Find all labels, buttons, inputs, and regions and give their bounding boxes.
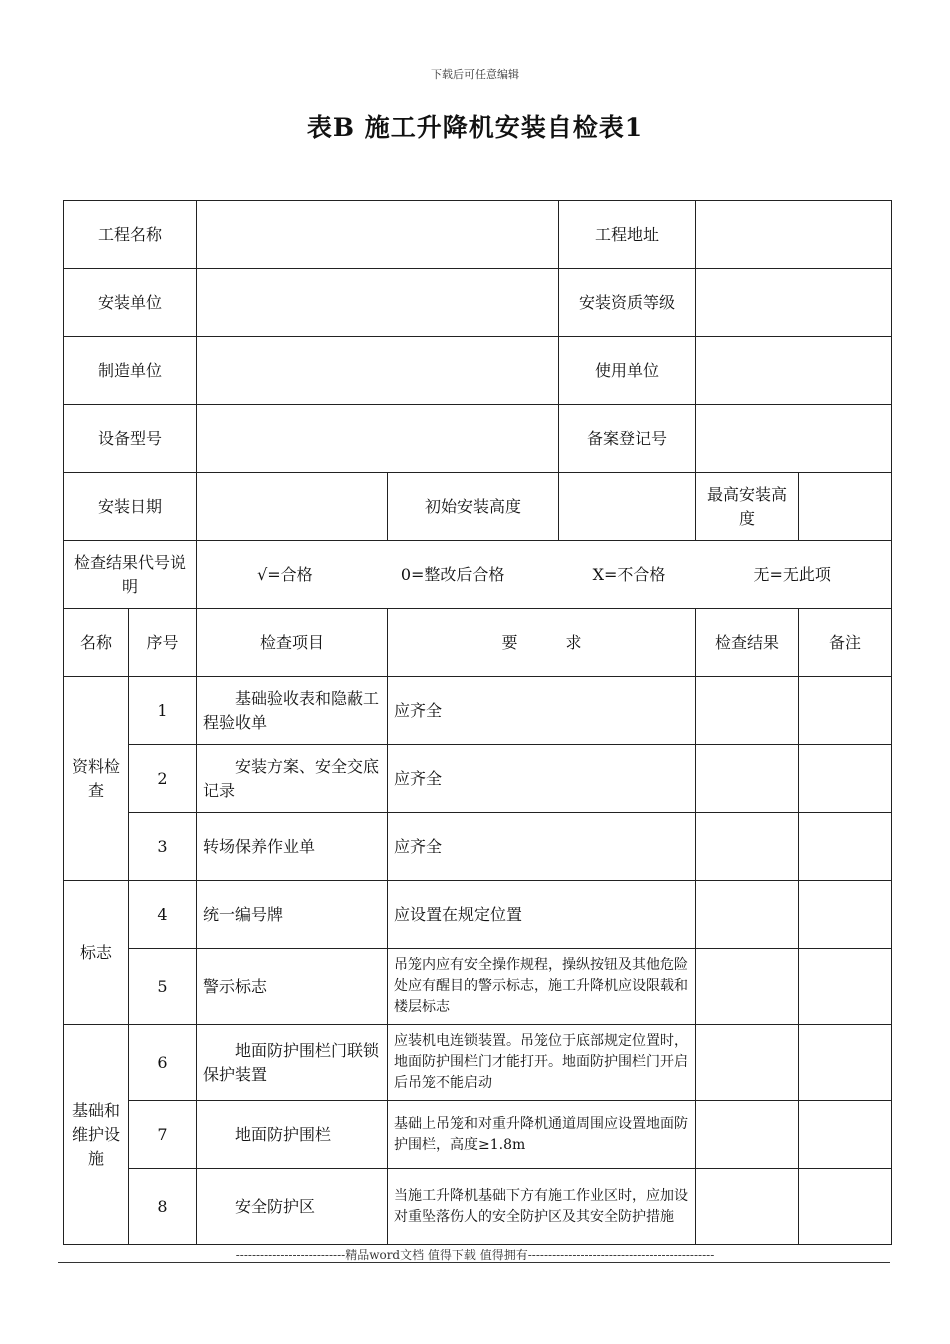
- install-date-label: 安装日期: [64, 473, 197, 541]
- row-result[interactable]: [696, 1025, 799, 1101]
- col-name-header: 名称: [64, 609, 129, 677]
- row-result[interactable]: [696, 677, 799, 745]
- row-requirement: 应齐全: [388, 677, 696, 745]
- legend-na: 无=无此项: [753, 564, 831, 584]
- row-result[interactable]: [696, 1169, 799, 1245]
- equipment-model-label: 设备型号: [64, 405, 197, 473]
- max-height-label: 最高安装高度: [696, 473, 799, 541]
- project-name-value[interactable]: [197, 201, 559, 269]
- row-requirement: 应装机电连锁装置。吊笼位于底部规定位置时，地面防护围栏门才能打开。地面防护围栏门开启后吊笼不能启动: [388, 1025, 696, 1101]
- row-item: 地面防护围栏: [197, 1101, 388, 1169]
- table-row: [64, 1169, 892, 1245]
- equipment-model-value[interactable]: [197, 405, 559, 473]
- project-name-label: 工程名称: [64, 201, 197, 269]
- page-title: 表B 施工升降机安装自检表1: [306, 113, 644, 142]
- row-requirement: 基础上吊笼和对重升降机通道周围应设置地面防护围栏，高度≥1.8m: [388, 1101, 696, 1169]
- row-seq: 2: [129, 745, 197, 813]
- install-qualification-value[interactable]: [696, 269, 892, 337]
- row-item: 地面防护围栏门联锁保护装置: [197, 1025, 388, 1101]
- manufacturer-label: 制造单位: [64, 337, 197, 405]
- install-qualification-label: 安装资质等级: [559, 269, 696, 337]
- install-unit-label: 安装单位: [64, 269, 197, 337]
- row-requirement: 应齐全: [388, 813, 696, 881]
- manufacturer-value[interactable]: [197, 337, 559, 405]
- table-row: [64, 881, 892, 949]
- row-requirement: 应设置在规定位置: [388, 881, 696, 949]
- row-remark[interactable]: [799, 1025, 892, 1101]
- info-row-install-unit: [64, 269, 892, 337]
- row-item: 统一编号牌: [197, 881, 388, 949]
- row-result[interactable]: [696, 881, 799, 949]
- row-seq: 8: [129, 1169, 197, 1245]
- header-note: 下载后可任意编辑: [431, 68, 519, 81]
- row-requirement: 吊笼内应有安全操作规程，操纵按钮及其他危险处应有醒目的警示标志，施工升降机应设限载和楼层标志: [388, 949, 696, 1025]
- row-result[interactable]: [696, 949, 799, 1025]
- row-seq: 6: [129, 1025, 197, 1101]
- col-requirement-header: 要 求: [388, 609, 696, 677]
- col-item-header: 检查项目: [197, 609, 388, 677]
- install-unit-value[interactable]: [197, 269, 559, 337]
- row-requirement: 当施工升降机基础下方有施工作业区时，应加设对重坠落伤人的安全防护区及其安全防护措施: [388, 1169, 696, 1245]
- row-remark[interactable]: [799, 881, 892, 949]
- row-remark[interactable]: [799, 745, 892, 813]
- info-row-equipment: [64, 405, 892, 473]
- footer-divider: [58, 1262, 890, 1263]
- row-seq: 1: [129, 677, 197, 745]
- registration-no-label: 备案登记号: [559, 405, 696, 473]
- info-row-manufacturer: [64, 337, 892, 405]
- legend-row: [64, 541, 892, 609]
- legend-values: [197, 541, 892, 609]
- row-seq: 5: [129, 949, 197, 1025]
- row-item: 警示标志: [197, 949, 388, 1025]
- table-row: [64, 677, 892, 745]
- table-row: [64, 745, 892, 813]
- info-row-dates: [64, 473, 892, 541]
- table-row: [64, 949, 892, 1025]
- project-address-value[interactable]: [696, 201, 892, 269]
- footer-banner: ---------------------------精品word文档 值得下载 值得拥有----------------------------------------------: [235, 1248, 715, 1262]
- row-item: 安全防护区: [197, 1169, 388, 1245]
- col-remark-header: 备注: [799, 609, 892, 677]
- row-result[interactable]: [696, 745, 799, 813]
- inspection-table: [63, 200, 892, 1245]
- col-result-header: 检查结果: [696, 609, 799, 677]
- max-height-value[interactable]: [799, 473, 892, 541]
- user-unit-label: 使用单位: [559, 337, 696, 405]
- row-item: 安装方案、安全交底记录: [197, 745, 388, 813]
- group-foundation: 基础和维护设施: [64, 1025, 129, 1245]
- table-row: [64, 1101, 892, 1169]
- column-header-row: [64, 609, 892, 677]
- row-result[interactable]: [696, 1101, 799, 1169]
- row-remark[interactable]: [799, 1101, 892, 1169]
- project-address-label: 工程地址: [559, 201, 696, 269]
- row-seq: 7: [129, 1101, 197, 1169]
- initial-height-value[interactable]: [559, 473, 696, 541]
- legend-fail: X=不合格: [592, 564, 666, 584]
- row-seq: 3: [129, 813, 197, 881]
- row-remark[interactable]: [799, 949, 892, 1025]
- legend-label: 检查结果代号说明: [64, 541, 197, 609]
- group-signs: 标志: [64, 881, 129, 1025]
- user-unit-value[interactable]: [696, 337, 892, 405]
- legend-pass: √=合格: [257, 564, 313, 584]
- legend-rectify: 0=整改后合格: [400, 564, 505, 584]
- info-row-project: [64, 201, 892, 269]
- row-seq: 4: [129, 881, 197, 949]
- col-seq-header: 序号: [129, 609, 197, 677]
- row-result[interactable]: [696, 813, 799, 881]
- row-remark[interactable]: [799, 677, 892, 745]
- row-remark[interactable]: [799, 813, 892, 881]
- row-remark[interactable]: [799, 1169, 892, 1245]
- row-requirement: 应齐全: [388, 745, 696, 813]
- row-item: 基础验收表和隐蔽工程验收单: [197, 677, 388, 745]
- table-row: [64, 1025, 892, 1101]
- group-docs: 资料检查: [64, 677, 129, 881]
- registration-no-value[interactable]: [696, 405, 892, 473]
- install-date-value[interactable]: [197, 473, 388, 541]
- initial-height-label: 初始安装高度: [388, 473, 559, 541]
- row-item: 转场保养作业单: [197, 813, 388, 881]
- table-row: [64, 813, 892, 881]
